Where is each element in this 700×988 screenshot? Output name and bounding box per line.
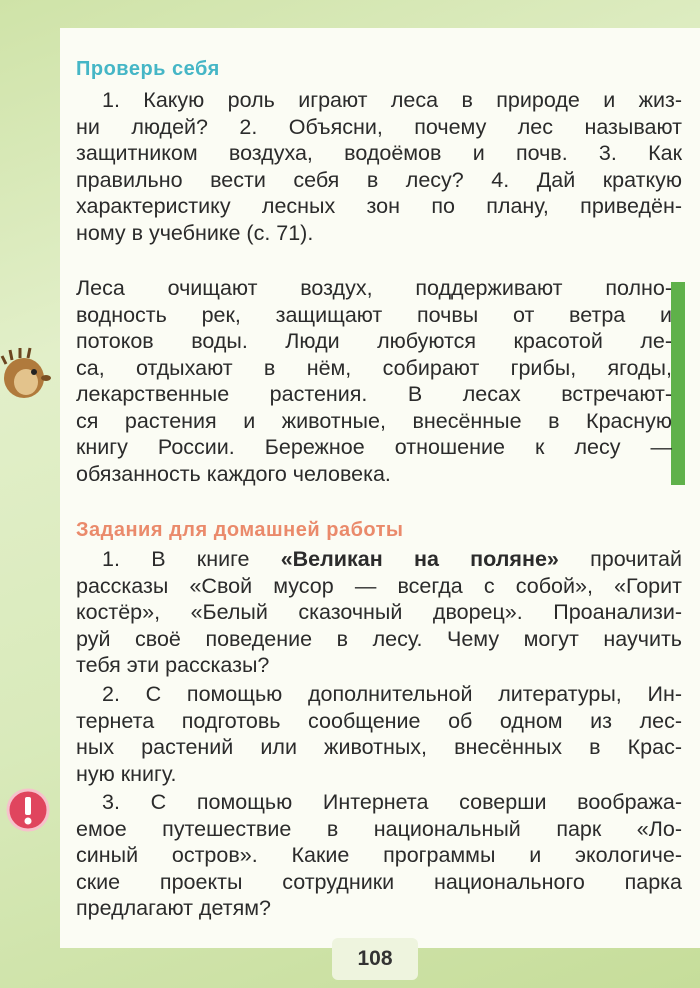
- text-line: ни людей? 2. Объясни, почему лес называют: [76, 114, 682, 139]
- text-line: ных растений или животных, внесённых в Крас-: [76, 735, 682, 759]
- text-line: защитником воздуха, водоёмов и почв. 3. Как: [76, 141, 682, 165]
- text-line: предлагают детям?: [76, 896, 271, 920]
- text-line: правильно вести себя в лесу? 4. Дай краткую: [76, 167, 682, 192]
- text-line: 2. С помощью дополнительной литературы, Ин-: [102, 682, 682, 706]
- text-line: са, отдыхают в нём, собирают грибы, ягоды,: [76, 355, 672, 380]
- text-line: руй своё поведение в лесу. Чему могут научить: [76, 626, 682, 651]
- book-title: «Великан на поляне»: [280, 547, 559, 571]
- page-number: 108: [332, 938, 418, 980]
- check-yourself-heading: Проверь себя: [76, 58, 220, 80]
- text-line: характеристику лесных зон по плану, приведён-: [76, 194, 682, 218]
- text-line: костёр», «Белый сказочный дворец». Проанализи-: [76, 600, 682, 624]
- text-line: 1. Какую роль играют леса в природе и жиз-: [102, 88, 682, 112]
- text-line: потоков воды. Люди любуются красотой ле-: [76, 329, 672, 353]
- text-line: лекарственные растения. В лесах встречают-: [76, 382, 672, 406]
- homework-task-2: [76, 681, 682, 787]
- text-line: книгу России. Бережное отношение к лесу —: [76, 435, 672, 459]
- check-yourself-text: [76, 87, 682, 246]
- text-line: емое путешествие в национальный парк «Ло-: [76, 816, 682, 841]
- homework-task-1: [76, 546, 682, 679]
- summary-marker-bar: [671, 282, 685, 485]
- text-line: тебя эти рассказы?: [76, 653, 270, 677]
- task1-intro: 1. В книге: [102, 547, 281, 571]
- text-line: [76, 546, 682, 573]
- text-line: тернета подготовь сообщение об одном из лес-: [76, 708, 682, 733]
- text-line: ские проекты сотрудники национального парка: [76, 869, 682, 894]
- homework-task-3: [76, 789, 682, 922]
- text-line: обязанность каждого человека.: [76, 461, 391, 486]
- text-line: ся растения и животные, внесённые в Красную: [76, 408, 672, 433]
- hedgehog-icon: [0, 342, 52, 402]
- summary-text: [76, 275, 672, 487]
- text-line: рассказы «Свой мусор — всегда с собой», «Горит: [76, 573, 682, 598]
- text-line: водность рек, защищают почвы от ветра и: [76, 302, 672, 327]
- homework-heading: Задания для домашней работы: [76, 519, 404, 541]
- text-line: синый остров». Какие программы и экологиче-: [76, 843, 682, 867]
- text-line: Леса очищают воздух, поддерживают полно-: [76, 276, 672, 300]
- text-line: ную книгу.: [76, 761, 177, 786]
- text-line: ному в учебнике (с. 71).: [76, 220, 314, 245]
- text-line: 3. С помощью Интернета соверши вообража-: [102, 790, 682, 814]
- exclamation-icon: [6, 788, 50, 832]
- task1-verb: прочитай: [558, 547, 683, 571]
